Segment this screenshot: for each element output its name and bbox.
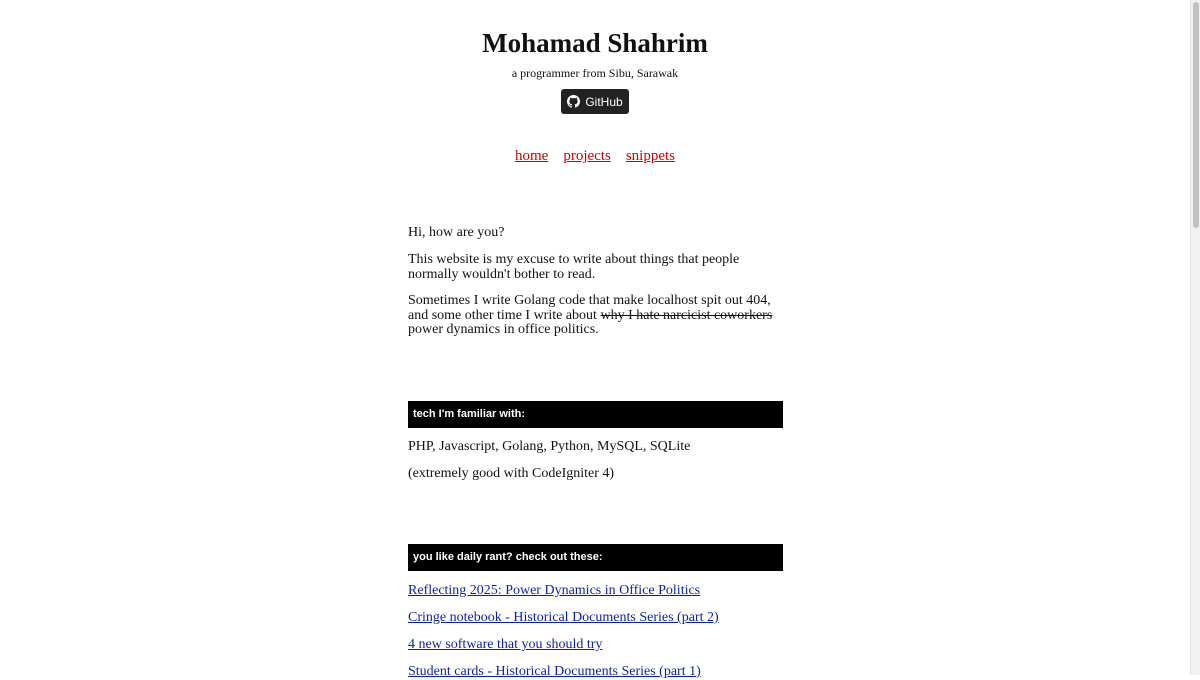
intro-greeting: Hi, how are you? xyxy=(408,225,505,240)
intro-text-before: Sometimes I write Golang code that make localhost spit out 404, and some other time I write about xyxy=(408,293,771,323)
tech-heading: tech I'm familiar with: xyxy=(408,401,783,428)
site-subtitle: a programmer from Sibu, Sarawak xyxy=(511,66,679,80)
struck-text: why I hate narcicist coworkers xyxy=(600,307,773,323)
post-link[interactable]: Student cards - Historical Documents Series (part 1) xyxy=(408,664,701,679)
github-icon xyxy=(567,95,580,108)
page-scrollbar[interactable] xyxy=(1190,0,1200,675)
tech-list: PHP, Javascript, Golang, Python, MySQL, SQLite xyxy=(408,439,691,454)
rants-heading: you like daily rant? check out these: xyxy=(408,544,783,571)
nav-snippets[interactable]: snippets xyxy=(625,148,675,164)
scrollbar-thumb[interactable] xyxy=(1193,2,1199,228)
github-button-label: GitHub xyxy=(585,94,623,109)
site-title: Mohamad Shahrim xyxy=(482,28,708,58)
github-button[interactable] xyxy=(561,89,629,114)
nav-projects[interactable]: projects xyxy=(563,148,611,164)
intro-text-after: power dynamics in office politics. xyxy=(408,322,599,337)
intro-paragraph: This website is my excuse to write about things that people normally wouldn't bother to read. xyxy=(408,252,740,282)
main-nav xyxy=(0,147,1190,165)
post-link[interactable]: Cringe notebook - Historical Documents Series (part 2) xyxy=(408,610,719,625)
tech-note: (extremely good with CodeIgniter 4) xyxy=(408,466,615,481)
post-link[interactable]: 4 new software that you should try xyxy=(408,637,603,652)
post-link[interactable]: Reflecting 2025: Power Dynamics in Office Politics xyxy=(408,583,701,598)
intro-paragraph-code xyxy=(408,294,783,338)
nav-home[interactable]: home xyxy=(515,148,549,164)
